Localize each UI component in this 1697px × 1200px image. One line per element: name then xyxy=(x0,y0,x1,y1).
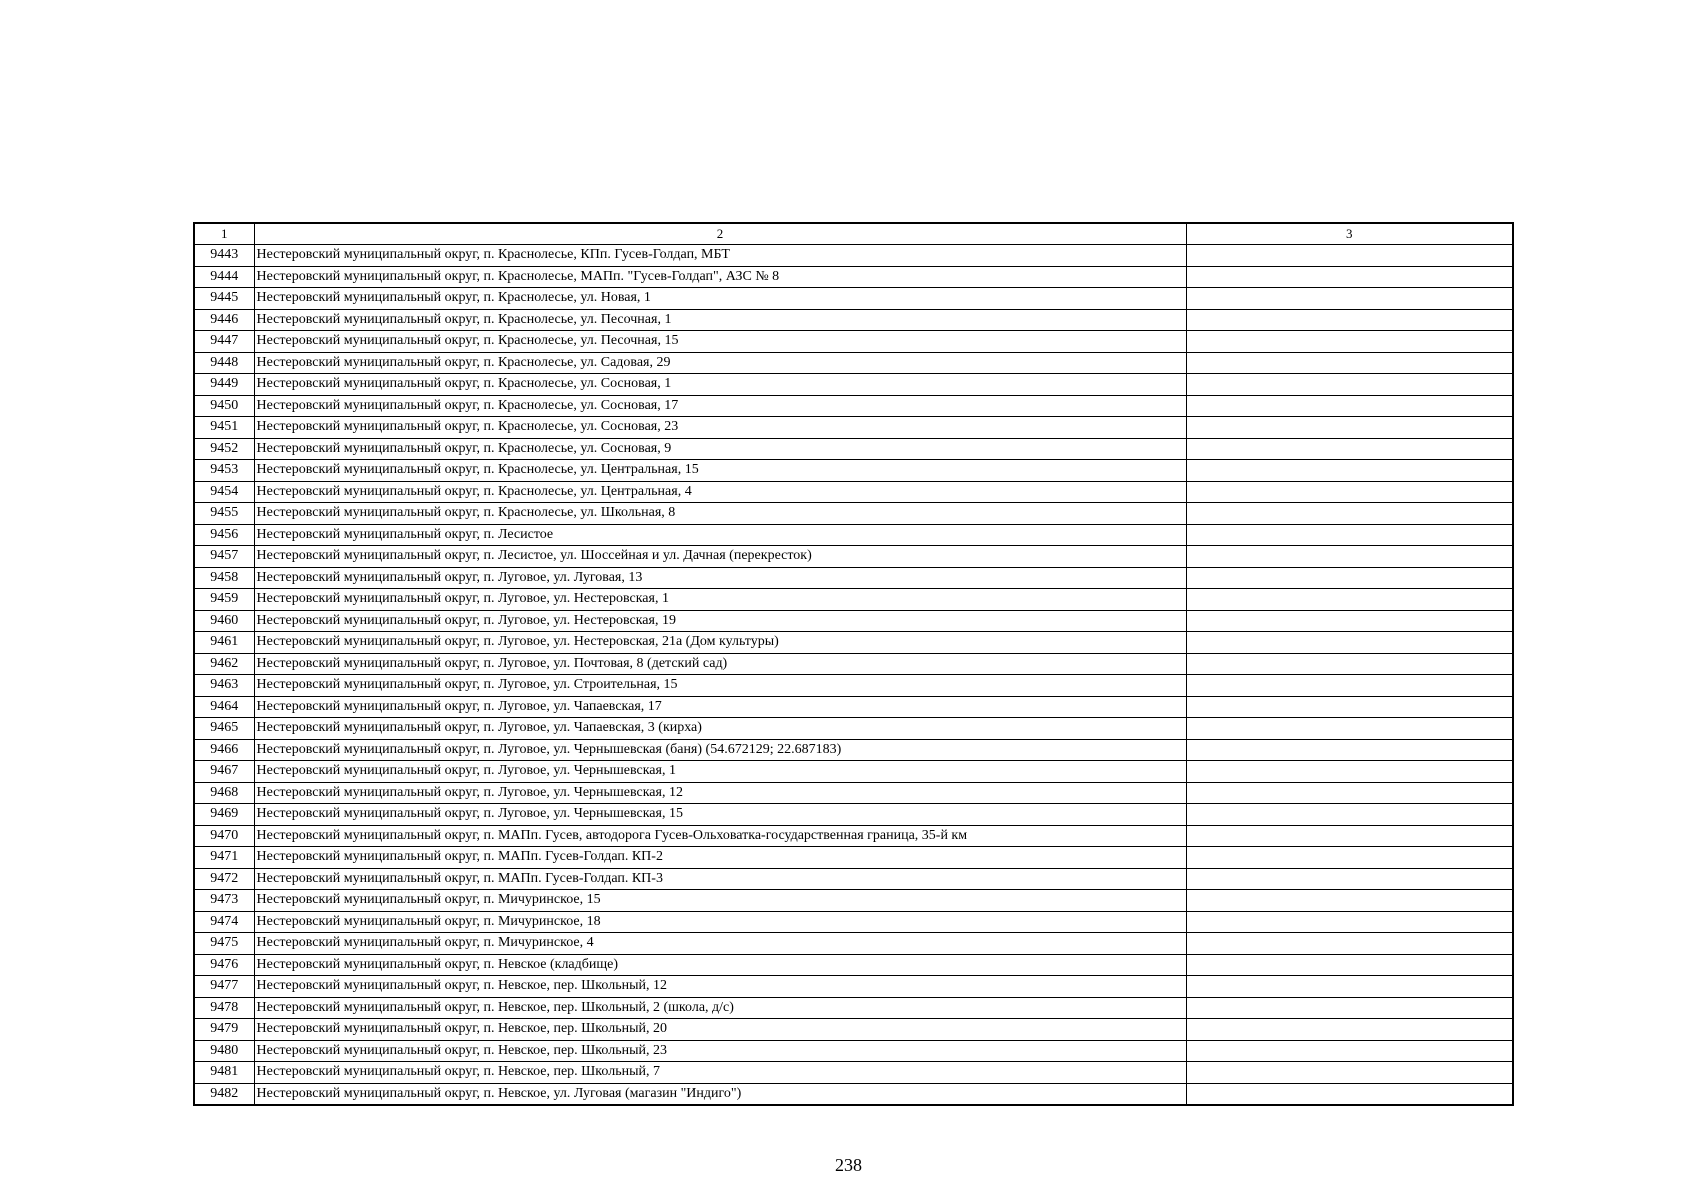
value-cell xyxy=(1186,567,1513,589)
value-cell xyxy=(1186,245,1513,267)
table-row xyxy=(194,739,1513,761)
address-cell: Нестеровский муниципальный округ, п. Луговое, ул. Почтовая, 8 (детский сад) xyxy=(254,653,1186,675)
row-number-cell: 9456 xyxy=(194,524,254,546)
column-header-1: 1 xyxy=(194,223,254,245)
address-cell: Нестеровский муниципальный округ, п. Невское, пер. Школьный, 2 (школа, д/с) xyxy=(254,997,1186,1019)
table-row xyxy=(194,954,1513,976)
table-body xyxy=(194,223,1513,1105)
value-cell xyxy=(1186,675,1513,697)
value-cell xyxy=(1186,761,1513,783)
row-number-cell: 9470 xyxy=(194,825,254,847)
address-cell: Нестеровский муниципальный округ, п. Краснолесье, ул. Сосновая, 1 xyxy=(254,374,1186,396)
value-cell xyxy=(1186,481,1513,503)
value-cell xyxy=(1186,997,1513,1019)
value-cell xyxy=(1186,589,1513,611)
table-row xyxy=(194,438,1513,460)
value-cell xyxy=(1186,374,1513,396)
address-cell: Нестеровский муниципальный округ, п. Краснолесье, ул. Сосновая, 17 xyxy=(254,395,1186,417)
table-row xyxy=(194,1083,1513,1105)
table-row xyxy=(194,890,1513,912)
table-row xyxy=(194,976,1513,998)
value-cell xyxy=(1186,911,1513,933)
value-cell xyxy=(1186,976,1513,998)
row-number-cell: 9463 xyxy=(194,675,254,697)
value-cell xyxy=(1186,1062,1513,1084)
address-cell: Нестеровский муниципальный округ, п. Луговое, ул. Чернышевская, 12 xyxy=(254,782,1186,804)
value-cell xyxy=(1186,610,1513,632)
table-row xyxy=(194,653,1513,675)
address-table xyxy=(193,222,1514,1106)
row-number-cell: 9462 xyxy=(194,653,254,675)
row-number-cell: 9444 xyxy=(194,266,254,288)
address-cell: Нестеровский муниципальный округ, п. Краснолесье, ул. Центральная, 4 xyxy=(254,481,1186,503)
table-row xyxy=(194,481,1513,503)
row-number-cell: 9467 xyxy=(194,761,254,783)
value-cell xyxy=(1186,632,1513,654)
row-number-cell: 9449 xyxy=(194,374,254,396)
address-cell: Нестеровский муниципальный округ, п. Луговое, ул. Строительная, 15 xyxy=(254,675,1186,697)
row-number-cell: 9452 xyxy=(194,438,254,460)
value-cell xyxy=(1186,417,1513,439)
table-header-row xyxy=(194,223,1513,245)
value-cell xyxy=(1186,1019,1513,1041)
value-cell xyxy=(1186,804,1513,826)
row-number-cell: 9479 xyxy=(194,1019,254,1041)
address-cell: Нестеровский муниципальный округ, п. Луговое, ул. Чернышевская (баня) (54.672129; 22.687183) xyxy=(254,739,1186,761)
address-cell: Нестеровский муниципальный округ, п. Луговое, ул. Чернышевская, 15 xyxy=(254,804,1186,826)
table-row xyxy=(194,352,1513,374)
address-cell: Нестеровский муниципальный округ, п. Лесистое, ул. Шоссейная и ул. Дачная (перекресток) xyxy=(254,546,1186,568)
row-number-cell: 9476 xyxy=(194,954,254,976)
table-row xyxy=(194,395,1513,417)
row-number-cell: 9453 xyxy=(194,460,254,482)
table-row xyxy=(194,696,1513,718)
value-cell xyxy=(1186,1040,1513,1062)
table-row xyxy=(194,782,1513,804)
value-cell xyxy=(1186,739,1513,761)
table-row xyxy=(194,847,1513,869)
value-cell xyxy=(1186,847,1513,869)
row-number-cell: 9477 xyxy=(194,976,254,998)
row-number-cell: 9480 xyxy=(194,1040,254,1062)
row-number-cell: 9469 xyxy=(194,804,254,826)
row-number-cell: 9454 xyxy=(194,481,254,503)
value-cell xyxy=(1186,546,1513,568)
row-number-cell: 9460 xyxy=(194,610,254,632)
table-row xyxy=(194,524,1513,546)
table-row xyxy=(194,1019,1513,1041)
value-cell xyxy=(1186,395,1513,417)
table-row xyxy=(194,546,1513,568)
value-cell xyxy=(1186,868,1513,890)
table-row xyxy=(194,309,1513,331)
table-row xyxy=(194,266,1513,288)
address-cell: Нестеровский муниципальный округ, п. Невское, ул. Луговая (магазин "Индиго") xyxy=(254,1083,1186,1105)
table-row xyxy=(194,997,1513,1019)
value-cell xyxy=(1186,503,1513,525)
table-row xyxy=(194,288,1513,310)
address-cell: Нестеровский муниципальный округ, п. Луговое, ул. Чапаевская, 17 xyxy=(254,696,1186,718)
address-cell: Нестеровский муниципальный округ, п. Краснолесье, КПп. Гусев-Голдап, МБТ xyxy=(254,245,1186,267)
row-number-cell: 9472 xyxy=(194,868,254,890)
table-row xyxy=(194,374,1513,396)
table-row xyxy=(194,331,1513,353)
row-number-cell: 9481 xyxy=(194,1062,254,1084)
address-cell: Нестеровский муниципальный округ, п. Луговое, ул. Чапаевская, 3 (кирха) xyxy=(254,718,1186,740)
value-cell xyxy=(1186,1083,1513,1105)
address-cell: Нестеровский муниципальный округ, п. Луговое, ул. Чернышевская, 1 xyxy=(254,761,1186,783)
address-cell: Нестеровский муниципальный округ, п. Краснолесье, ул. Песочная, 1 xyxy=(254,309,1186,331)
row-number-cell: 9443 xyxy=(194,245,254,267)
row-number-cell: 9461 xyxy=(194,632,254,654)
table-row xyxy=(194,804,1513,826)
value-cell xyxy=(1186,524,1513,546)
address-cell: Нестеровский муниципальный округ, п. Невское, пер. Школьный, 23 xyxy=(254,1040,1186,1062)
row-number-cell: 9448 xyxy=(194,352,254,374)
address-cell: Нестеровский муниципальный округ, п. Лесистое xyxy=(254,524,1186,546)
row-number-cell: 9468 xyxy=(194,782,254,804)
value-cell xyxy=(1186,352,1513,374)
address-cell: Нестеровский муниципальный округ, п. МАПп. Гусев-Голдап. КП-3 xyxy=(254,868,1186,890)
address-cell: Нестеровский муниципальный округ, п. Краснолесье, ул. Садовая, 29 xyxy=(254,352,1186,374)
value-cell xyxy=(1186,825,1513,847)
address-cell: Нестеровский муниципальный округ, п. Луговое, ул. Луговая, 13 xyxy=(254,567,1186,589)
value-cell xyxy=(1186,309,1513,331)
table-row xyxy=(194,589,1513,611)
value-cell xyxy=(1186,696,1513,718)
address-cell: Нестеровский муниципальный округ, п. Луговое, ул. Нестеровская, 21а (Дом культуры) xyxy=(254,632,1186,654)
row-number-cell: 9465 xyxy=(194,718,254,740)
table-row xyxy=(194,567,1513,589)
table-row xyxy=(194,503,1513,525)
value-cell xyxy=(1186,782,1513,804)
table-row xyxy=(194,825,1513,847)
value-cell xyxy=(1186,890,1513,912)
value-cell xyxy=(1186,438,1513,460)
value-cell xyxy=(1186,288,1513,310)
table-row xyxy=(194,632,1513,654)
address-cell: Нестеровский муниципальный округ, п. МАПп. Гусев, автодорога Гусев-Ольховатка-государственная граница, 35-й км xyxy=(254,825,1186,847)
row-number-cell: 9475 xyxy=(194,933,254,955)
address-cell: Нестеровский муниципальный округ, п. Невское, пер. Школьный, 7 xyxy=(254,1062,1186,1084)
address-cell: Нестеровский муниципальный округ, п. Краснолесье, ул. Сосновая, 9 xyxy=(254,438,1186,460)
column-header-3: 3 xyxy=(1186,223,1513,245)
row-number-cell: 9466 xyxy=(194,739,254,761)
address-cell: Нестеровский муниципальный округ, п. Краснолесье, ул. Сосновая, 23 xyxy=(254,417,1186,439)
value-cell xyxy=(1186,954,1513,976)
address-cell: Нестеровский муниципальный округ, п. Краснолесье, ул. Центральная, 15 xyxy=(254,460,1186,482)
row-number-cell: 9478 xyxy=(194,997,254,1019)
row-number-cell: 9451 xyxy=(194,417,254,439)
address-cell: Нестеровский муниципальный округ, п. Мичуринское, 18 xyxy=(254,911,1186,933)
page-number: 238 xyxy=(835,1155,862,1175)
value-cell xyxy=(1186,460,1513,482)
value-cell xyxy=(1186,718,1513,740)
address-cell: Нестеровский муниципальный округ, п. Мичуринское, 15 xyxy=(254,890,1186,912)
value-cell xyxy=(1186,266,1513,288)
table-row xyxy=(194,868,1513,890)
row-number-cell: 9464 xyxy=(194,696,254,718)
table-row xyxy=(194,933,1513,955)
address-cell: Нестеровский муниципальный округ, п. Краснолесье, ул. Новая, 1 xyxy=(254,288,1186,310)
value-cell xyxy=(1186,933,1513,955)
row-number-cell: 9445 xyxy=(194,288,254,310)
row-number-cell: 9455 xyxy=(194,503,254,525)
table-row xyxy=(194,1062,1513,1084)
address-cell: Нестеровский муниципальный округ, п. Краснолесье, ул. Песочная, 15 xyxy=(254,331,1186,353)
value-cell xyxy=(1186,331,1513,353)
table-row xyxy=(194,417,1513,439)
address-cell: Нестеровский муниципальный округ, п. МАПп. Гусев-Голдап. КП-2 xyxy=(254,847,1186,869)
table-row xyxy=(194,1040,1513,1062)
address-cell: Нестеровский муниципальный округ, п. Невское (кладбище) xyxy=(254,954,1186,976)
table-row xyxy=(194,911,1513,933)
row-number-cell: 9450 xyxy=(194,395,254,417)
row-number-cell: 9447 xyxy=(194,331,254,353)
row-number-cell: 9459 xyxy=(194,589,254,611)
address-cell: Нестеровский муниципальный округ, п. Луговое, ул. Нестеровская, 19 xyxy=(254,610,1186,632)
row-number-cell: 9482 xyxy=(194,1083,254,1105)
address-cell: Нестеровский муниципальный округ, п. Мичуринское, 4 xyxy=(254,933,1186,955)
address-cell: Нестеровский муниципальный округ, п. Невское, пер. Школьный, 12 xyxy=(254,976,1186,998)
column-header-2: 2 xyxy=(254,223,1186,245)
row-number-cell: 9458 xyxy=(194,567,254,589)
address-cell: Нестеровский муниципальный округ, п. Луговое, ул. Нестеровская, 1 xyxy=(254,589,1186,611)
table-row xyxy=(194,761,1513,783)
table-row xyxy=(194,610,1513,632)
value-cell xyxy=(1186,653,1513,675)
table-row xyxy=(194,460,1513,482)
address-cell: Нестеровский муниципальный округ, п. Невское, пер. Школьный, 20 xyxy=(254,1019,1186,1041)
table-row xyxy=(194,245,1513,267)
row-number-cell: 9473 xyxy=(194,890,254,912)
table-row xyxy=(194,718,1513,740)
row-number-cell: 9471 xyxy=(194,847,254,869)
row-number-cell: 9474 xyxy=(194,911,254,933)
table-row xyxy=(194,675,1513,697)
row-number-cell: 9446 xyxy=(194,309,254,331)
address-cell: Нестеровский муниципальный округ, п. Краснолесье, ул. Школьная, 8 xyxy=(254,503,1186,525)
row-number-cell: 9457 xyxy=(194,546,254,568)
address-cell: Нестеровский муниципальный округ, п. Краснолесье, МАПп. "Гусев-Голдап", АЗС № 8 xyxy=(254,266,1186,288)
